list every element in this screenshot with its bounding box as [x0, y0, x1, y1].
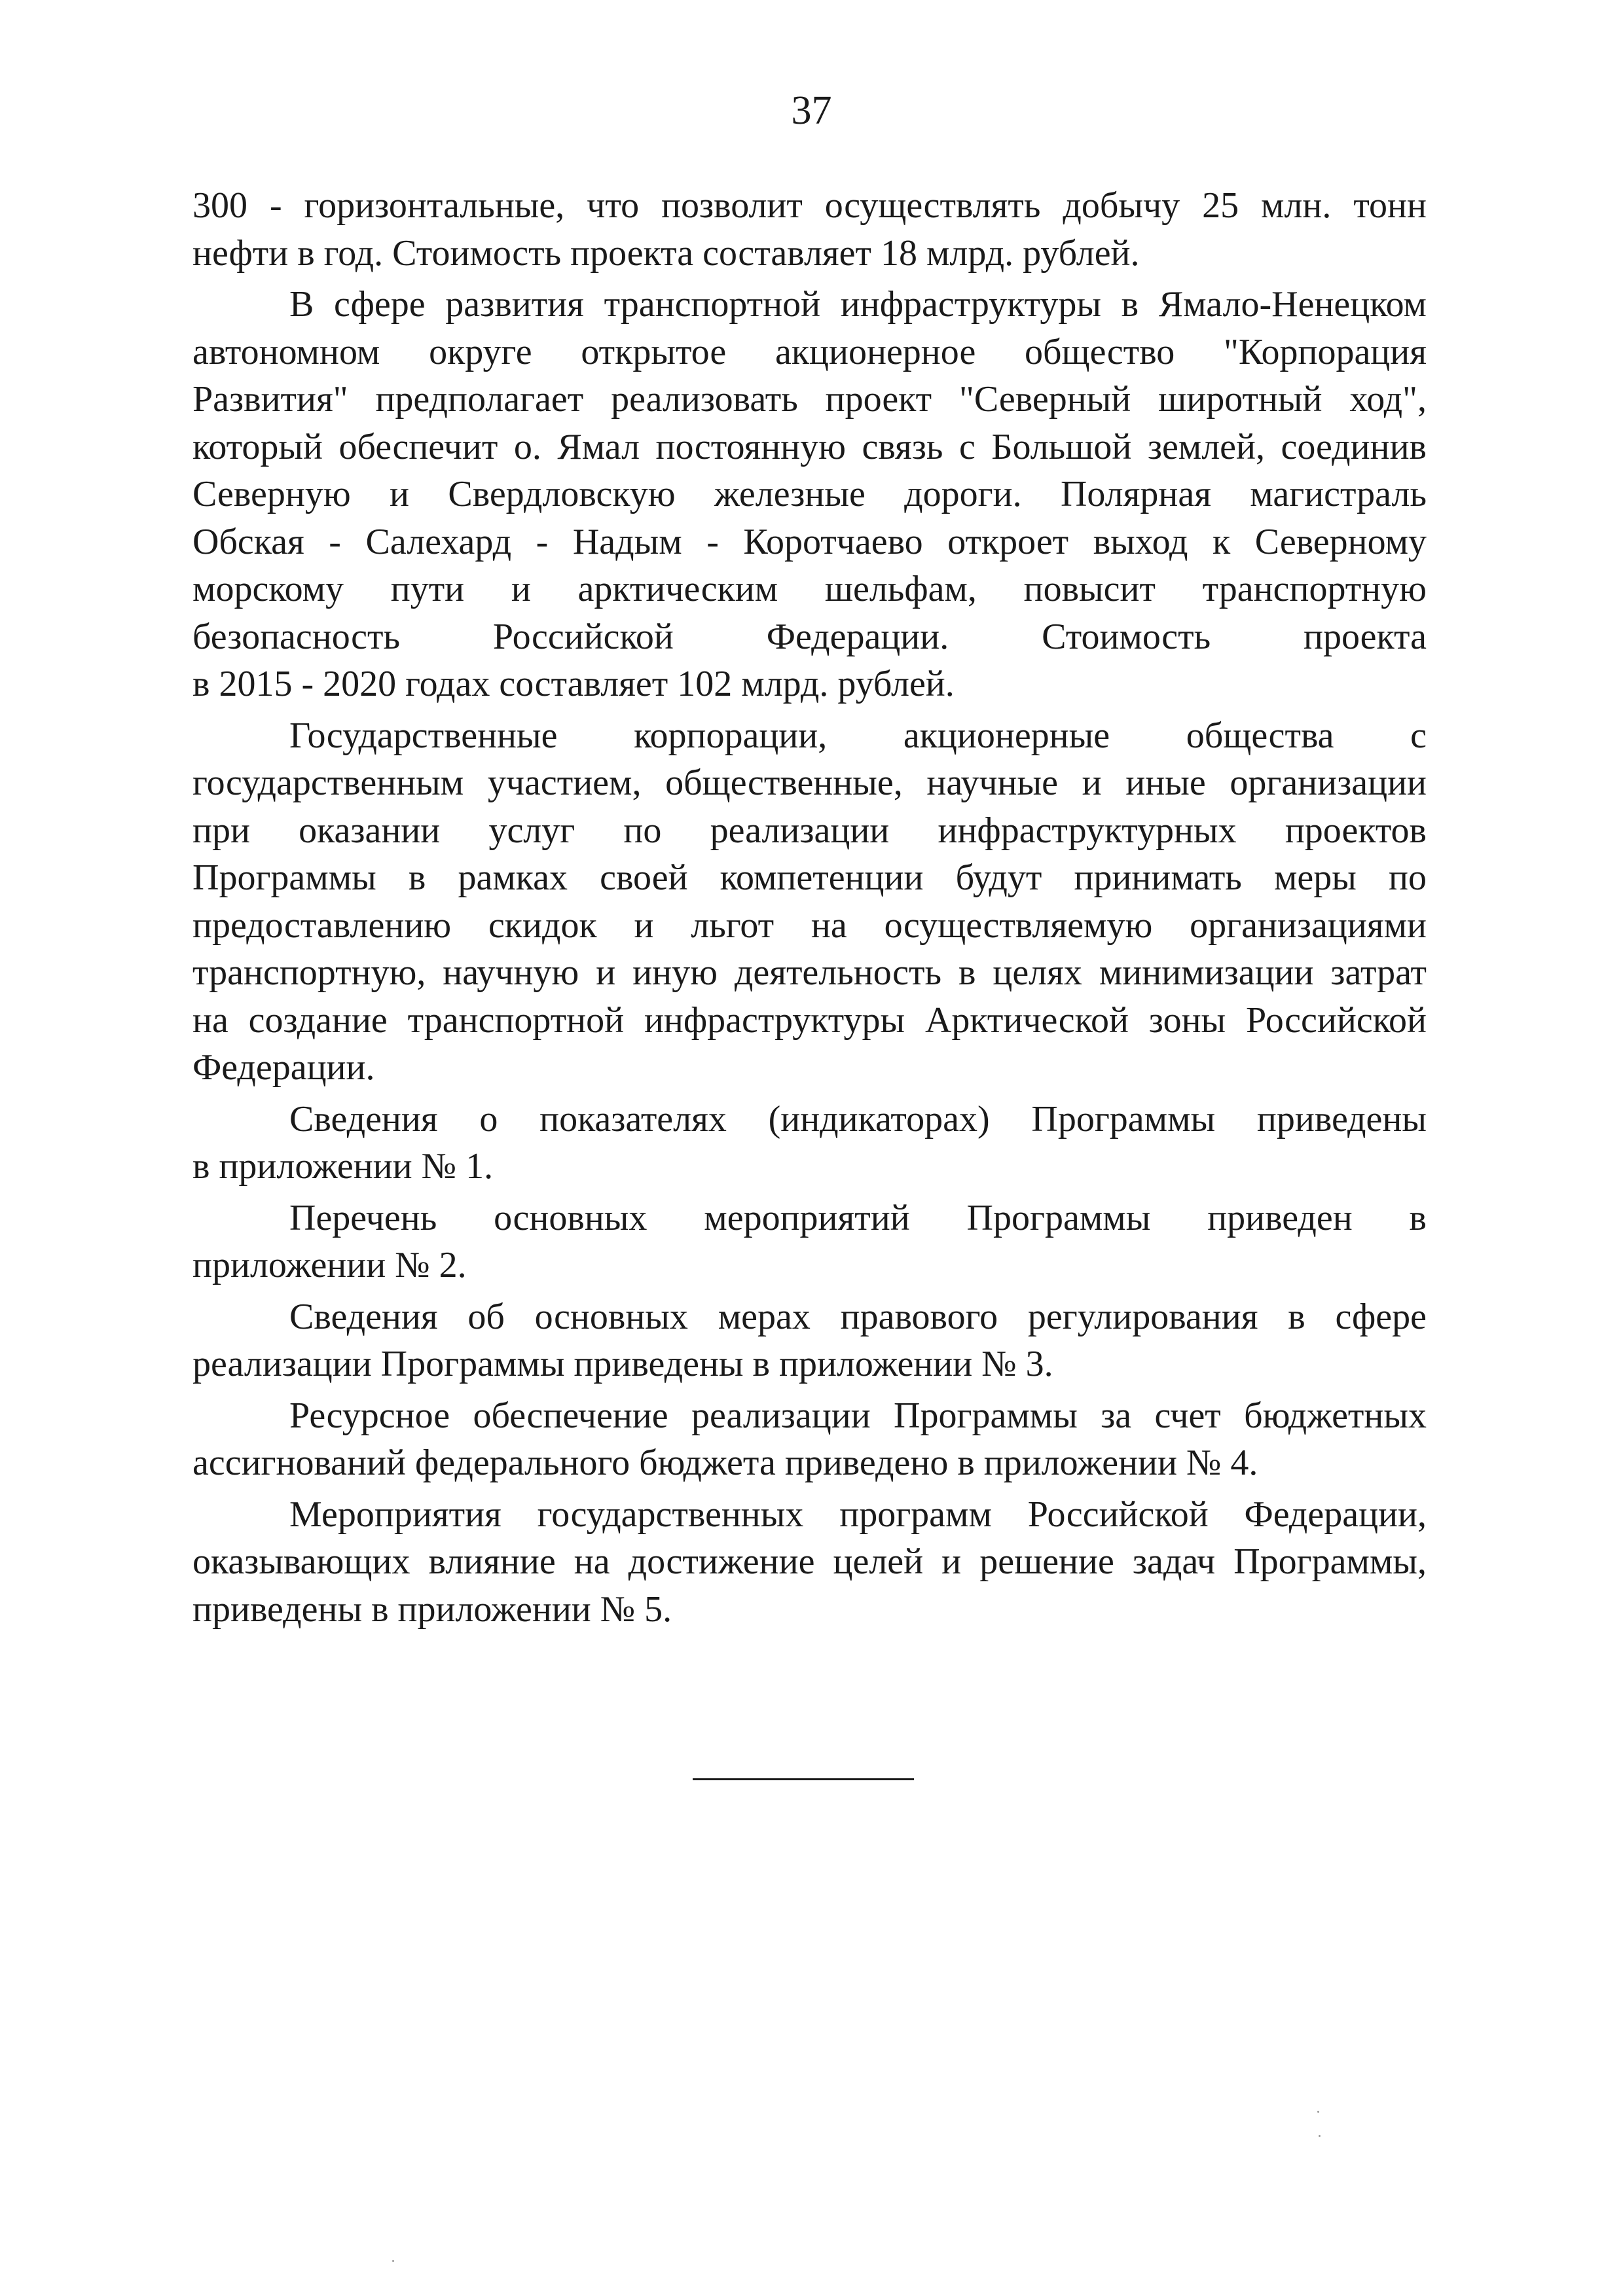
paragraph-line: В сфере развития транспортной инфраструктуры в Ямало-Ненецком: [289, 284, 1427, 325]
paragraph-line: автономном округе открытое акционерное общество "Корпорация: [192, 331, 1427, 372]
scan-speck: [1319, 2135, 1321, 2137]
paragraph-line: морскому пути и арктическим шельфам, повысит транспортную: [192, 569, 1427, 609]
paragraph-line: 300 - горизонтальные, что позволит осуществлять добычу 25 млн. тонн: [192, 185, 1427, 226]
paragraph-line: нефти в год. Стоимость проекта составляет 18 млрд. рублей.: [192, 232, 1140, 274]
paragraph-line: Государственные корпорации, акционерные общества с: [289, 715, 1427, 756]
page-number: 37: [791, 88, 832, 133]
paragraph-line: транспортную, научную и иную деятельность в целях минимизации затрат: [192, 952, 1427, 993]
paragraph-line: Перечень основных мероприятий Программы приведен в: [289, 1197, 1427, 1238]
paragraph-line: реализации Программы приведены в приложении № 3.: [192, 1344, 1053, 1384]
paragraph-line: приложении № 2.: [192, 1245, 467, 1285]
paragraph-line: Программы в рамках своей компетенции будут принимать меры по: [192, 857, 1427, 898]
paragraph-line: предоставлению скидок и льгот на осуществляемую организациями: [192, 905, 1427, 946]
paragraph-line: Ресурсное обеспечение реализации Программы за счет бюджетных: [289, 1395, 1427, 1436]
paragraph-state-corporations: [192, 712, 1427, 1092]
paragraph-line: который обеспечит о. Ямал постоянную связь с Большой землей, соединив: [192, 426, 1427, 467]
paragraph-appendix-4: [192, 1392, 1427, 1487]
paragraph-line: безопасность Российской Федерации. Стоимость проекта: [192, 616, 1427, 657]
paragraph-appendix-2: [192, 1194, 1427, 1289]
paragraph-line: Развития" предполагает реализовать проект "Северный широтный ход",: [192, 379, 1427, 420]
paragraph-line: Северную и Свердловскую железные дороги. Полярная магистраль: [192, 474, 1427, 514]
paragraph-transport-infrastructure: [192, 281, 1427, 708]
paragraph-line: Обская - Салехард - Надым - Коротчаево откроет выход к Северному: [192, 521, 1427, 562]
paragraph-line: на создание транспортной инфраструктуры Арктической зоны Российской: [192, 999, 1427, 1041]
paragraph-line: Сведения о показателях (индикаторах) Программы приведены: [289, 1098, 1427, 1139]
paragraph-line: Мероприятия государственных программ Российской Федерации,: [289, 1494, 1427, 1535]
paragraph-appendix-5: [192, 1491, 1427, 1634]
paragraph-line: при оказании услуг по реализации инфраструктурных проектов: [192, 810, 1427, 851]
paragraph-project-cost: [192, 182, 1427, 277]
paragraph-line: ассигнований федерального бюджета приведено в приложении № 4.: [192, 1443, 1258, 1483]
paragraph-line: оказывающих влияние на достижение целей и решение задач Программы,: [192, 1541, 1427, 1582]
document-body: [192, 182, 1427, 1633]
end-separator-line: [693, 1778, 914, 1780]
paragraph-line: государственным участием, общественные, научные и иные организации: [192, 762, 1427, 803]
paragraph-appendix-3: [192, 1293, 1427, 1388]
scan-speck: [1317, 2111, 1319, 2113]
paragraph-line: в приложении № 1.: [192, 1146, 494, 1187]
scan-speck: [392, 2260, 394, 2262]
paragraph-line: в 2015 - 2020 годах составляет 102 млрд. рублей.: [192, 664, 955, 704]
paragraph-line: Сведения об основных мерах правового регулирования в сфере: [289, 1296, 1427, 1337]
paragraph-line: приведены в приложении № 5.: [192, 1588, 672, 1630]
paragraph-line: Федерации.: [192, 1047, 375, 1088]
paragraph-appendix-1: [192, 1096, 1427, 1191]
